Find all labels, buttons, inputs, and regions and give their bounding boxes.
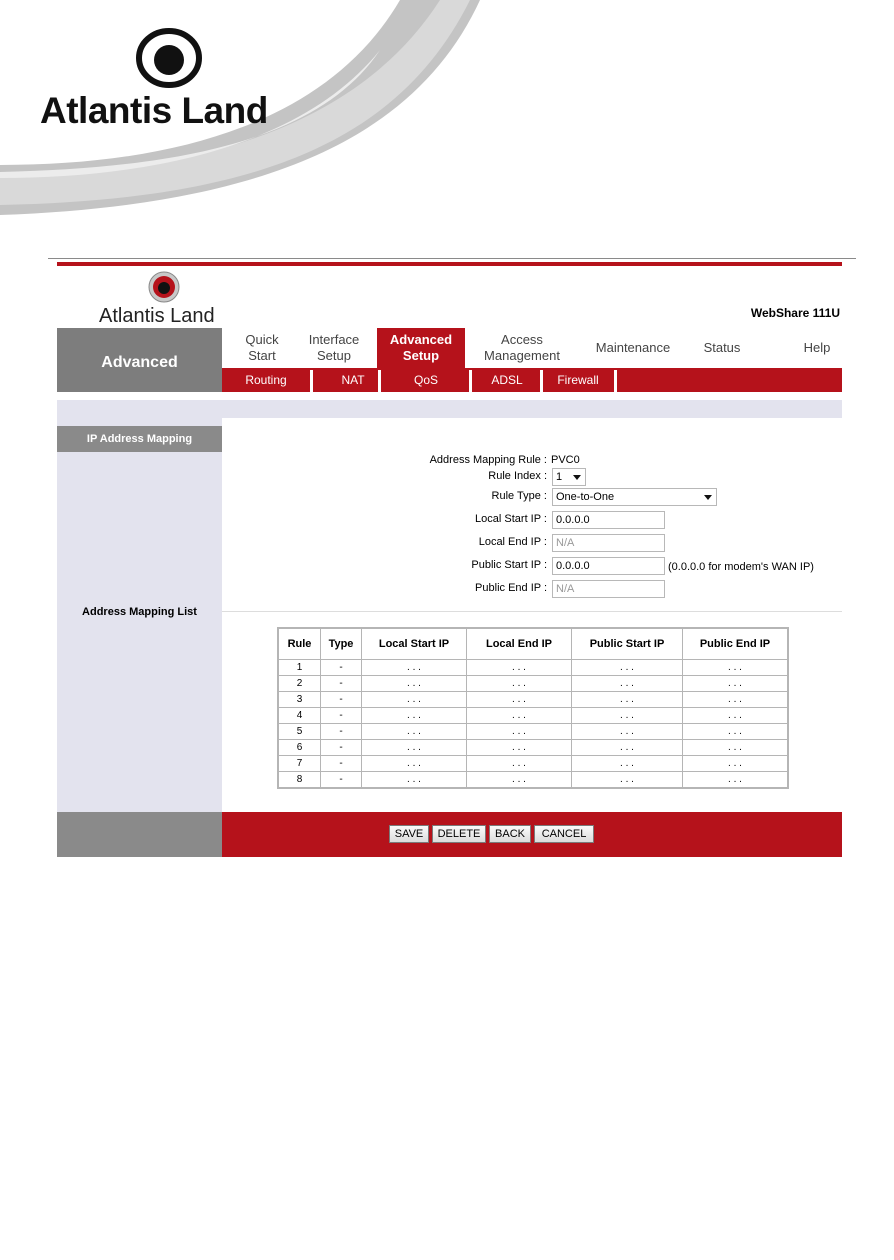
delete-button[interactable]: DELETE — [432, 825, 486, 843]
public-end-ip-input[interactable] — [552, 580, 665, 598]
cell-public-start-ip: . . . — [572, 756, 683, 772]
cell-type: - — [321, 724, 362, 740]
cell-local-end-ip: . . . — [467, 692, 572, 708]
subnav-routing[interactable]: Routing — [245, 373, 287, 387]
local-end-ip-label: Local End IP : — [478, 536, 547, 548]
router-top-bar — [57, 262, 842, 266]
footer-left-panel — [57, 812, 222, 857]
chevron-down-icon — [704, 495, 712, 500]
router-logo — [99, 270, 229, 328]
mapping-rule-label: Address Mapping Rule : — [429, 454, 547, 466]
save-button[interactable]: SAVE — [389, 825, 429, 843]
nav-interface-setup[interactable]: Interface Setup — [308, 332, 360, 363]
nav-access-management[interactable]: Access Management — [484, 332, 560, 363]
header-rule — [48, 258, 856, 259]
cell-rule: 4 — [279, 708, 321, 724]
cell-public-end-ip: . . . — [683, 676, 788, 692]
cell-rule: 7 — [279, 756, 321, 772]
cell-local-start-ip: . . . — [362, 772, 467, 788]
cell-rule: 5 — [279, 724, 321, 740]
cell-public-end-ip: . . . — [683, 660, 788, 676]
router-ui — [57, 262, 842, 857]
public-start-ip-input[interactable] — [552, 557, 665, 575]
table-row — [279, 756, 788, 772]
cell-type: - — [321, 772, 362, 788]
table-row — [279, 660, 788, 676]
header-rule: Rule — [279, 629, 321, 660]
cell-rule: 6 — [279, 740, 321, 756]
cell-type: - — [321, 708, 362, 724]
cell-local-end-ip: . . . — [467, 708, 572, 724]
cell-rule: 1 — [279, 660, 321, 676]
rule-type-label: Rule Type : — [491, 490, 547, 502]
nav-advanced-setup[interactable]: Advanced Setup — [377, 328, 465, 368]
router-brand: Atlantis Land — [99, 305, 215, 327]
cell-local-start-ip: . . . — [362, 724, 467, 740]
cell-public-end-ip: . . . — [683, 772, 788, 788]
cell-public-start-ip: . . . — [572, 692, 683, 708]
cell-public-start-ip: . . . — [572, 660, 683, 676]
cell-public-start-ip: . . . — [572, 708, 683, 724]
sub-nav — [222, 368, 842, 392]
subnav-qos[interactable]: QoS — [413, 373, 438, 387]
cell-local-end-ip: . . . — [467, 756, 572, 772]
cell-type: - — [321, 692, 362, 708]
header-public-end-ip: Public End IP — [683, 629, 788, 660]
nav-status[interactable]: Status — [703, 340, 741, 355]
nav-help[interactable]: Help — [803, 340, 831, 355]
cell-local-end-ip: . . . — [467, 676, 572, 692]
cell-type: - — [321, 660, 362, 676]
cell-rule: 8 — [279, 772, 321, 788]
address-mapping-table — [278, 628, 788, 788]
header-local-end-ip: Local End IP — [467, 629, 572, 660]
cell-public-start-ip: . . . — [572, 740, 683, 756]
cell-public-end-ip: . . . — [683, 756, 788, 772]
table-row — [279, 708, 788, 724]
cell-local-end-ip: . . . — [467, 740, 572, 756]
public-end-ip-label: Public End IP : — [475, 582, 547, 594]
atlantis-logo-icon — [136, 28, 202, 88]
cell-rule: 3 — [279, 692, 321, 708]
cancel-button[interactable]: CANCEL — [534, 825, 594, 843]
subnav-firewall[interactable]: Firewall — [557, 373, 599, 387]
main-nav — [222, 328, 842, 368]
section-divider — [222, 611, 842, 612]
subnav-nat[interactable]: NAT — [341, 373, 365, 387]
subnav-adsl[interactable]: ADSL — [491, 373, 523, 387]
ip-address-mapping-heading: IP Address Mapping — [57, 426, 222, 452]
document-brand: Atlantis Land — [40, 90, 268, 131]
rule-index-label: Rule Index : — [488, 470, 547, 482]
cell-public-start-ip: . . . — [572, 772, 683, 788]
rule-index-select[interactable]: 1 — [552, 468, 586, 486]
cell-public-start-ip: . . . — [572, 676, 683, 692]
cell-local-end-ip: . . . — [467, 660, 572, 676]
cell-type: - — [321, 676, 362, 692]
cell-local-start-ip: . . . — [362, 676, 467, 692]
cell-public-end-ip: . . . — [683, 692, 788, 708]
mapping-rule-value: PVC0 — [551, 454, 580, 466]
public-start-ip-label: Public Start IP : — [471, 559, 547, 571]
subnav-separator — [614, 370, 617, 392]
cell-public-end-ip: . . . — [683, 740, 788, 756]
cell-local-start-ip: . . . — [362, 660, 467, 676]
cell-local-start-ip: . . . — [362, 692, 467, 708]
table-header-row — [279, 629, 788, 660]
local-start-ip-label: Local Start IP : — [475, 513, 547, 525]
cell-local-start-ip: . . . — [362, 756, 467, 772]
nav-maintenance[interactable]: Maintenance — [595, 340, 671, 355]
cell-type: - — [321, 756, 362, 772]
cell-rule: 2 — [279, 676, 321, 692]
header-local-start-ip: Local Start IP — [362, 629, 467, 660]
section-title: Advanced — [57, 328, 222, 392]
document-logo — [40, 28, 290, 138]
table-row — [279, 772, 788, 788]
footer-button-bar — [222, 812, 842, 857]
cell-public-end-ip: . . . — [683, 724, 788, 740]
cell-local-start-ip: . . . — [362, 740, 467, 756]
cell-public-start-ip: . . . — [572, 724, 683, 740]
local-start-ip-input[interactable] — [552, 511, 665, 529]
content-strip — [57, 400, 842, 418]
nav-quick-start[interactable]: Quick Start — [245, 332, 279, 363]
public-start-ip-hint: (0.0.0.0 for modem's WAN IP) — [668, 561, 814, 573]
header-public-start-ip: Public Start IP — [572, 629, 683, 660]
cell-public-end-ip: . . . — [683, 708, 788, 724]
table-row — [279, 740, 788, 756]
table-row — [279, 676, 788, 692]
header-type: Type — [321, 629, 362, 660]
cell-local-start-ip: . . . — [362, 708, 467, 724]
chevron-down-icon — [573, 475, 581, 480]
cell-type: - — [321, 740, 362, 756]
address-mapping-list-heading: Address Mapping List — [82, 606, 197, 618]
atlantis-logo-icon — [147, 270, 181, 304]
back-button[interactable]: BACK — [489, 825, 531, 843]
device-model: WebShare 111U — [750, 306, 840, 320]
rule-type-select[interactable]: One-to-One — [552, 488, 717, 506]
cell-local-end-ip: . . . — [467, 772, 572, 788]
local-end-ip-input[interactable] — [552, 534, 665, 552]
cell-local-end-ip: . . . — [467, 724, 572, 740]
table-row — [279, 724, 788, 740]
table-row — [279, 692, 788, 708]
